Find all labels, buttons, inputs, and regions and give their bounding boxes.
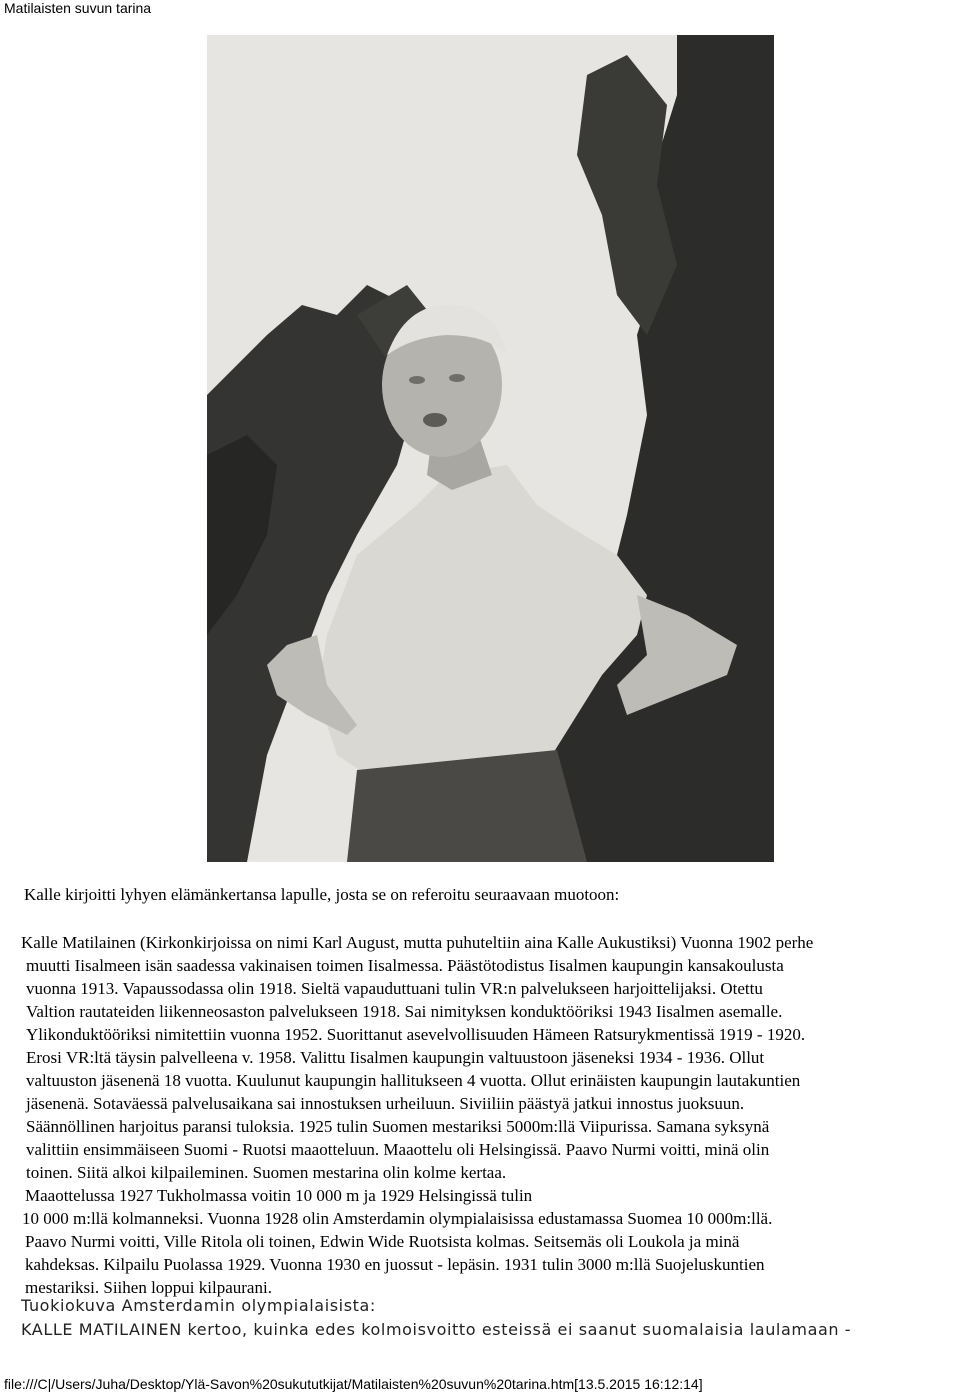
bio-line: kahdeksas. Kilpailu Puolassa 1929. Vuonna 1930 en juossut - lepäsin. 1931 tulin 3000 m:llä Suojeluskuntien [25, 1255, 765, 1274]
bio-line: toinen. Siitä alkoi kilpaileminen. Suomen mestarina olin kolme kertaa. [26, 1163, 507, 1182]
bio-line: Erosi VR:ltä täysin palvelleena v. 1958. Valittu Iisalmen kaupungin valtuustoon jäseneksi 1934 - 1936. Ollut [26, 1048, 765, 1067]
portrait-photo-graphic [207, 35, 774, 862]
bio-line: Maaottelussa 1927 Tukholmassa voitin 10 000 m ja 1929 Helsingissä tulin [25, 1186, 533, 1205]
photo-caption: Kalle kirjoitti lyhyen elämänkertansa lapulle, josta se on referoitu seuraavaan muotoon: [24, 885, 620, 904]
bio-line: Säännöllinen harjoitus paransi tuloksia. 1925 tulin Suomen mestariksi 5000m:llä Viipurissa. Samana syksynä [26, 1117, 770, 1136]
bio-line: valtuuston jäsenenä 18 vuotta. Kuulunut kaupungin hallitukseen 4 vuotta. Ollut erinäisten kaupungin lautakuntien [26, 1071, 801, 1090]
bio-line: 10 000 m:llä kolmanneksi. Vuonna 1928 olin Amsterdamin olympialaisissa edustamassa Suomea 10 000m:llä. [22, 1209, 773, 1228]
bio-line: Valtion rautateiden liikenneosaston palvelukseen 1918. Sai nimityksen konduktööriksi 1943 Iisalmen asemalle. [26, 1002, 783, 1021]
portrait-photo [207, 35, 774, 862]
page-footer-url: file:///C|/Users/Juha/Desktop/Ylä-Savon%20sukututkijat/Matilaisten%20suvun%20tarina.htm[13.5.2015 16:12:14] [4, 1376, 703, 1392]
bio-line: Ylikonduktööriksi nimitettiin vuonna 1952. Suorittanut asevelvollisuuden Hämeen Ratsurykmentissä 1919 - 1920. [26, 1025, 806, 1044]
bio-line: Kalle Matilainen (Kirkonkirjoissa on nimi Karl August, mutta puhuteltiin aina Kalle Aukustiksi) Vuonna 1902 perhe [21, 933, 814, 952]
bio-line: jäsenenä. Sotaväessä palvelusaikana sai innostuksen urheiluun. Siviiliin päästyä jatkui innostus juoksuun. [26, 1094, 745, 1113]
bio-line: muutti Iisalmeen isän saadessa vakinaisen toimen Iisalmessa. Päästötodistus Iisalmen kaupungin kansakoulusta [26, 956, 784, 975]
bio-line: Paavo Nurmi voitti, Ville Ritola oli toinen, Edwin Wide Ruotsista kolmas. Seitsemäs oli Loukola ja minä [25, 1232, 740, 1251]
bio-line: valittiin ensimmäiseen Suomi - Ruotsi maaotteluun. Maaottelu oli Helsingissä. Paavo Nurmi voitti, minä olin [26, 1140, 770, 1159]
section-subheading: Tuokiokuva Amsterdamin olympialaisista: [21, 1296, 376, 1315]
page-header-title: Matilaisten suvun tarina [4, 0, 152, 16]
biography-text [21, 931, 959, 1299]
bio-line: mestariksi. Siihen loppui kilpaurani. [25, 1278, 272, 1297]
article-lead: KALLE MATILAINEN kertoo, kuinka edes kolmoisvoitto esteissä ei saanut suomalaisia laulamaan - [21, 1320, 852, 1339]
bio-line: vuonna 1913. Vapaussodassa olin 1918. Sieltä vapauduttuani tulin VR:n palvelukseen harjoittelijaksi. Otettu [26, 979, 763, 998]
